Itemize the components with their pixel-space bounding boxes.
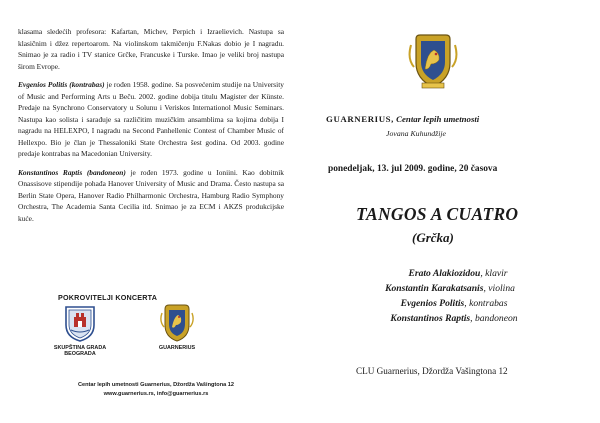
bio-evgenios-politis xyxy=(18,79,284,160)
patrons-title: POKROVITELJI KONCERTA xyxy=(58,293,158,302)
guarnerius-small-logo xyxy=(142,303,212,351)
footer-address: Centar lepih umetnosti Guarnerius, Džordža Vašingtona 12 xyxy=(77,382,235,388)
belgrade-coat-of-arms-icon xyxy=(62,303,98,343)
organizer-description: Centar lepih umetnosti xyxy=(393,114,480,124)
bio-text-raptis: je rođen 1973. godine u Ioniini. Kao dobitnik Onassisove stipendije pohađa Hanover University of Music and Drama. Često nastupa sa Berlin State Opera, Hanover Radio Philharmonic Orchestra, Hamburg Radio Symphony Orchestra, The Academia Santa Cecilia itd. Snimao je za ECM i AKZS produkcijske kuće. xyxy=(18,167,284,223)
concert-country: (Grčka) xyxy=(412,230,454,245)
concert-date: ponedeljak, 13. jul 2009. godine, 20 časova xyxy=(328,164,498,174)
performer-line xyxy=(314,313,594,324)
guarnerius-crest-small-icon xyxy=(159,303,195,343)
footer-web-email: www.guarnerius.rs, info@guarnerius.rs xyxy=(103,391,209,397)
performer-instrument: , violina xyxy=(483,283,515,294)
guarnerius-small-label: GUARNERIUS xyxy=(158,345,196,351)
performer-line xyxy=(318,268,598,279)
bio-konstantinos-raptis xyxy=(18,167,284,225)
bio-text-politis: je rođen 1958. godine. Sa posvećenim studije na University of Music and Performing Arts u Beču. 2002. godine dobija titulu Magister der Künste. Predaje na Synchrono Conservatory u Solunu i Veriskos Internationol Music Seminars. Nastupa kao solista i sarađuje sa različitim muzičkim ansamblima sa kojima dobija I nagradu na HELEXPO, I nagradu na Second Panhellenic Contest of Chamber Music of Hellexpo. Bio je član je Thessaloniki State Orchestra šest godina. Od 2003. godine predaje kontrabas na Macedonian University. xyxy=(18,80,284,158)
performer-line xyxy=(314,298,594,309)
organizer-name: GUARNERIUS, xyxy=(326,114,394,124)
performer-name: Konstantinos Raptis xyxy=(390,313,471,324)
belgrade-assembly-label: SKUPŠTINA GRADA BEOGRADA xyxy=(53,345,107,357)
performer-name: Erato Alakiozidou xyxy=(408,268,481,279)
concert-title: TANGOS A CUATRO xyxy=(356,204,519,224)
bio-name-raptis: Konstantinos Raptis (bandoneon) xyxy=(18,167,126,177)
performer-line xyxy=(310,283,590,294)
bio-violinist-continued: klasama sledećih profesora: Kafartan, Michev, Perpich i Izraelievich. Nastupa sa klasičnim i džez repertoarom. Na violinskom takmičenju F.Nakas dobio je I nagradu. Snimao je za radio i TV stanice Grčke, Francuske i Turske. Imao je veliki broj nastupa širom Evrope. xyxy=(18,27,284,71)
performer-name: Evgenios Politis xyxy=(400,298,465,309)
belgrade-assembly-logo xyxy=(40,303,120,357)
performer-instrument: , bandoneon xyxy=(470,313,518,324)
curator-name: Jovana Kuhundžije xyxy=(386,129,446,138)
performer-name: Konstantin Karakatsanis xyxy=(385,283,484,294)
organizer-line xyxy=(326,114,479,124)
guarnerius-crest xyxy=(408,33,458,91)
performer-instrument: , kontrabas xyxy=(464,298,508,309)
biographies-column xyxy=(18,26,284,231)
bio-name-politis: Evgenios Politis (kontrabas) xyxy=(18,80,105,89)
guarnerius-crest-icon xyxy=(408,33,458,91)
performer-instrument: , klavir xyxy=(480,268,508,279)
venue-address: CLU Guarnerius, Džordža Vašingtona 12 xyxy=(356,366,508,376)
